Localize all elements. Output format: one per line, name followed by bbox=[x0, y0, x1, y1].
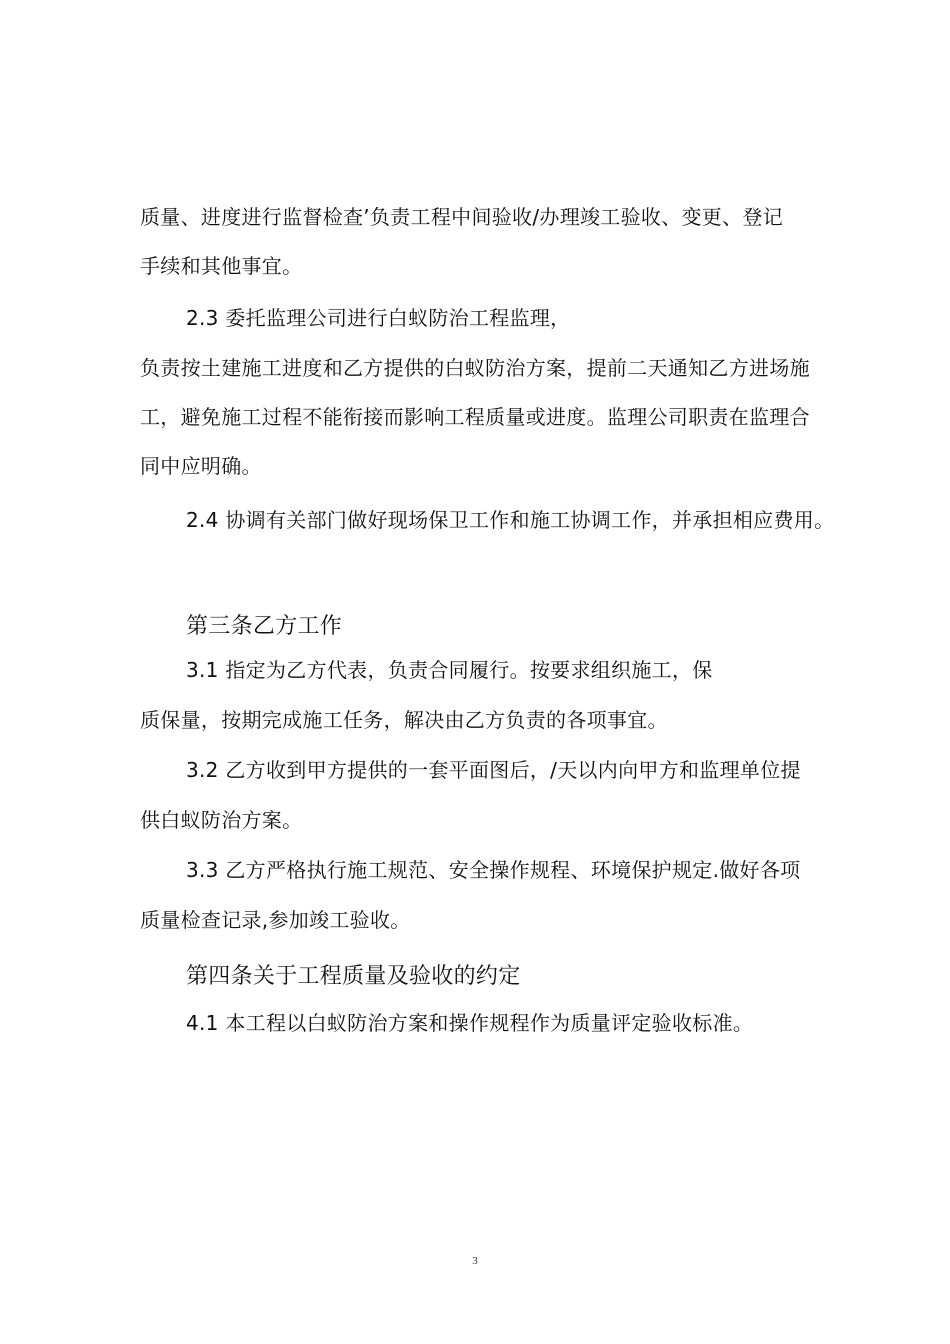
paragraph-line: 质量、进度进行监督检查’负责工程中间验收/办理竣工验收、变更、登记 bbox=[140, 205, 783, 229]
clause-3-2: 3.2 乙方收到甲方提供的一套平面图后，/天以内向甲方和监理单位提 bbox=[186, 758, 801, 782]
paragraph-line: 供白蚁防治方案。 bbox=[140, 808, 303, 832]
clause-2-3-heading: 2.3 委托监理公司进行白蚁防治工程监理， bbox=[186, 306, 571, 330]
paragraph-line: 工，避免施工过程不能衔接而影响工程质量或进度。监理公司职责在监理合 bbox=[140, 405, 810, 429]
page-number: 3 bbox=[472, 1255, 478, 1267]
paragraph-line: 同中应明确。 bbox=[140, 454, 262, 478]
clause-3-1: 3.1 指定为乙方代表，负责合同履行。按要求组织施工，保 bbox=[186, 658, 713, 682]
clause-4-1: 4.1 本工程以白蚁防治方案和操作规程作为质量评定验收标准。 bbox=[186, 1011, 754, 1035]
clause-2-4: 2.4 协调有关部门做好现场保卫工作和施工协调工作，并承担相应费用。 bbox=[186, 508, 835, 532]
paragraph-line: 质保量，按期完成施工任务，解决由乙方负责的各项事宜。 bbox=[140, 708, 668, 732]
paragraph-line: 负责按土建施工进度和乙方提供的白蚁防治方案，提前二天通知乙方进场施 bbox=[140, 356, 810, 380]
clause-3-3: 3.3 乙方严格执行施工规范、安全操作规程、环境保护规定.做好各项 bbox=[186, 858, 801, 882]
article-3-title: 第三条乙方工作 bbox=[186, 614, 343, 639]
paragraph-line: 质量检查记录,参加竣工验收。 bbox=[140, 908, 411, 932]
paragraph-line: 手续和其他事宜。 bbox=[140, 254, 303, 278]
article-4-title: 第四条关于工程质量及验收的约定 bbox=[186, 964, 521, 989]
